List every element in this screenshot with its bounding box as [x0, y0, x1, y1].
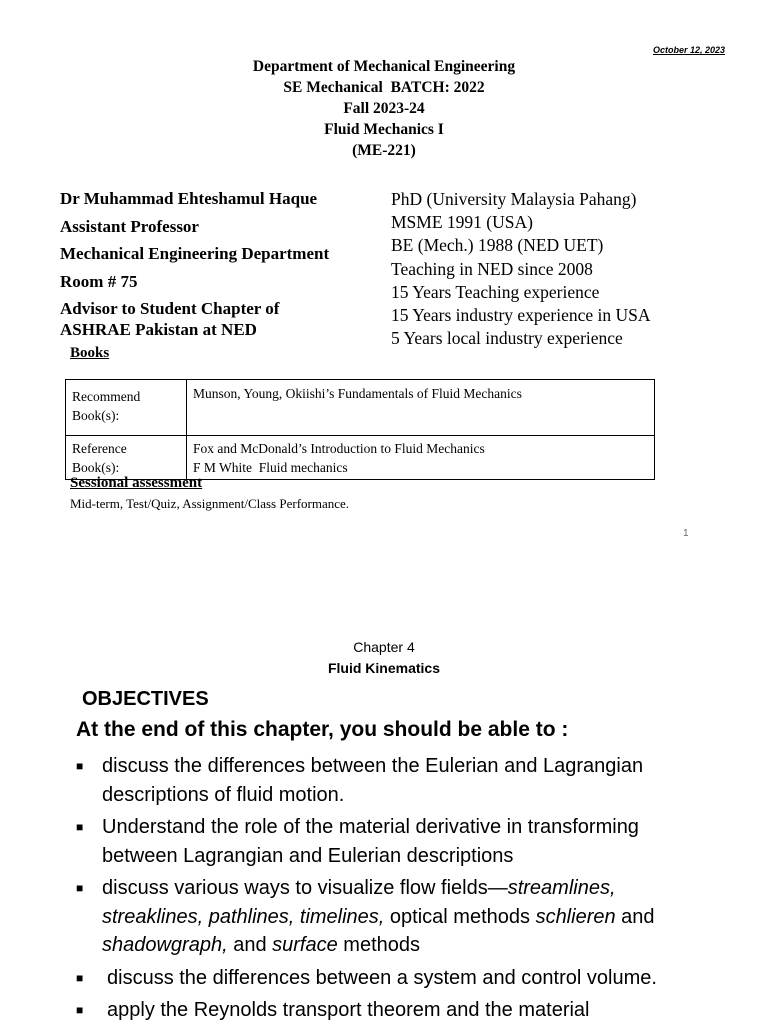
- term-line: Fall 2023-24: [343, 100, 425, 117]
- objective-italic-text: streamlines, streaklines, pathlines, timelines,: [102, 877, 616, 928]
- square-bullet-icon: ■: [76, 881, 84, 895]
- document-date: October 12, 2023: [652, 45, 725, 55]
- books-table: [65, 379, 655, 480]
- objective-italic-text: shadowgraph,: [102, 934, 228, 956]
- books-heading: Books: [70, 345, 110, 361]
- qualification-item: 15 Years Teaching experience: [391, 281, 600, 302]
- list-item: [76, 964, 716, 993]
- objective-text: and: [615, 905, 661, 928]
- recommend-book-cell: [187, 380, 655, 436]
- reference-book: Fox and McDonald’s Introduction to Fluid Mechanics: [193, 441, 485, 456]
- instructor-room: Room # 75: [60, 271, 138, 291]
- recommend-label-line: Recommend: [72, 389, 141, 404]
- reference-book-cell: [187, 436, 655, 480]
- objective-text: apply the Reynolds transport theorem and the material: [107, 999, 590, 1021]
- qualification-item: PhD (University Malaysia Pahang): [391, 189, 637, 209]
- square-bullet-icon: ■: [76, 970, 84, 985]
- instructor-info: [60, 185, 329, 340]
- list-item: [76, 874, 716, 960]
- table-row: [66, 380, 655, 436]
- sessional-heading: Sessional assessment: [70, 475, 203, 491]
- reference-book: F M White Fluid mechanics: [193, 460, 348, 475]
- course-name: Fluid Mechanics I: [324, 121, 444, 138]
- objective-text: optical methods: [384, 905, 536, 928]
- chapter-title: Fluid Kinematics: [327, 660, 441, 676]
- reference-label-line: Reference: [72, 441, 127, 456]
- advisor-line-2: ASHRAE Pakistan at NED: [60, 320, 257, 339]
- batch-line: SE Mechanical BATCH: 2022: [283, 79, 485, 96]
- reference-label-line: Book(s):: [72, 460, 120, 475]
- objective-text: and: [227, 934, 273, 956]
- instructor-name: Dr Muhammad Ehteshamul Haque: [60, 189, 318, 208]
- list-item: [76, 813, 716, 870]
- instructor-department: Mechanical Engineering Department: [60, 244, 330, 263]
- instructor-qualifications: [391, 188, 651, 350]
- qualification-item: 15 Years industry experience in USA: [391, 305, 651, 326]
- objective-text: methods: [337, 934, 420, 956]
- objective-text: discuss various ways to visualize flow fields—: [102, 877, 508, 899]
- objectives-heading: OBJECTIVES: [82, 688, 209, 710]
- objective-text: discuss the differences between a system and control volume.: [107, 966, 657, 989]
- department-name: Department of Mechanical Engineering: [252, 58, 516, 75]
- recommend-label-cell: [66, 380, 187, 436]
- objective-text: discuss the differences between the Eulerian and Lagrangian descriptions of fluid motion.: [102, 755, 644, 806]
- objectives-list: [76, 752, 716, 1029]
- square-bullet-icon: ■: [76, 759, 84, 773]
- list-item: [76, 996, 716, 1025]
- recommend-book: Munson, Young, Okiishi’s Fundamentals of Fluid Mechanics: [193, 386, 522, 401]
- list-item: [76, 752, 716, 809]
- advisor-line-1: Advisor to Student Chapter of: [60, 299, 280, 318]
- qualification-item: BE (Mech.) 1988 (NED UET): [391, 235, 604, 256]
- recommend-label-line: Book(s):: [72, 408, 120, 423]
- sessional-text: Mid-term, Test/Quiz, Assignment/Class Performance.: [70, 496, 350, 511]
- objective-italic-text: surface: [272, 934, 338, 956]
- qualification-item: 5 Years local industry experience: [391, 328, 623, 349]
- instructor-title: Assistant Professor: [60, 216, 199, 236]
- course-code: (ME-221): [352, 142, 416, 159]
- objectives-lead: At the end of this chapter, you should be able to :: [76, 718, 569, 741]
- page-number: 1: [683, 528, 689, 539]
- qualification-item: MSME 1991 (USA): [391, 212, 533, 233]
- objective-text: Understand the role of the material derivative in transforming between Lagrangian and Eulerian descriptions: [102, 816, 639, 867]
- reference-label-cell: [66, 436, 187, 480]
- table-row: [66, 436, 655, 480]
- square-bullet-icon: ■: [76, 1003, 84, 1017]
- square-bullet-icon: ■: [76, 820, 84, 834]
- course-header: [0, 56, 768, 161]
- qualification-item: Teaching in NED since 2008: [391, 258, 593, 279]
- chapter-label: Chapter 4: [353, 639, 415, 655]
- objective-italic-text: schlieren: [535, 905, 616, 928]
